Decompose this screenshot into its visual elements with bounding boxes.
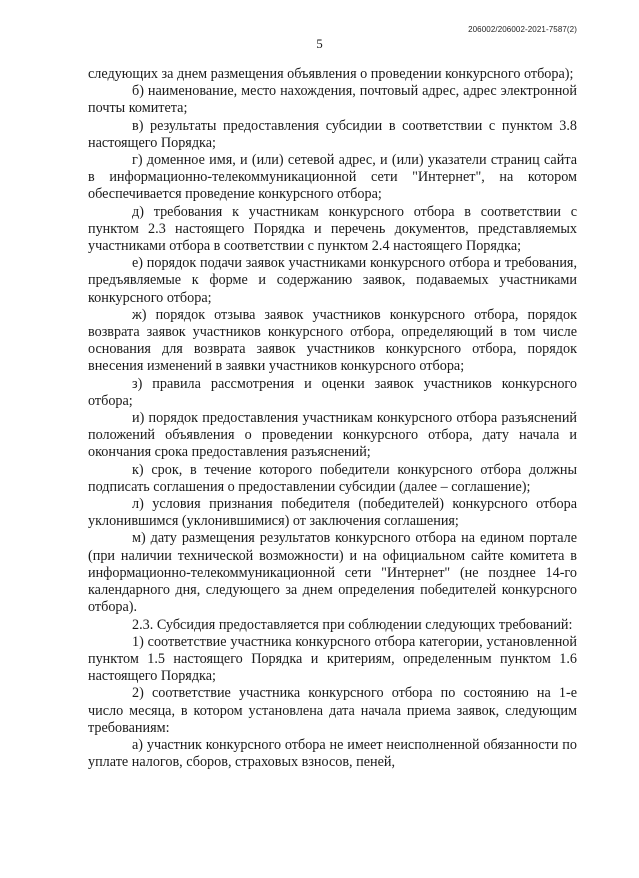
paragraph-item-i: и) порядок предоставления участникам конкурсного отбора разъяснений положений объявления о проведении конкурсного отбора, дату начала и окончания срока предоставления разъяснений;: [88, 410, 577, 461]
paragraph-item-m: м) дату размещения результатов конкурсного отбора на едином портале (при наличии технической возможности) и на официальном сайте комитета в информационно-телекоммуникационной сети "Интернет" (не позднее 14-го календарного дня, следующего за днем определения победителей конкурсного отбора).: [88, 530, 577, 616]
paragraph-item-l: л) условия признания победителя (победителей) конкурсного отбора уклонившимся (уклонившимися) от заключения соглашения;: [88, 496, 577, 530]
paragraph-item-k: к) срок, в течение которого победители конкурсного отбора должны подписать соглашения о предоставлении субсидии (далее – соглашение);: [88, 461, 577, 495]
paragraph-item-e: е) порядок подачи заявок участниками конкурсного отбора и требования, предъявляемые к форме и содержанию заявок, подаваемых участниками конкурсного отбора;: [88, 255, 577, 306]
document-id: 206002/206002-2021-7587(2): [468, 25, 577, 34]
requirement-1: 1) соответствие участника конкурсного отбора категории, установленной пунктом 1.5 настоящего Порядка и критериям, определенным пунктом 1.6 настоящего Порядка;: [88, 633, 577, 685]
requirement-2-a: а) участник конкурсного отбора не имеет неисполненной обязанности по уплате налогов, сборов, страховых взносов, пеней,: [88, 736, 577, 771]
paragraph-item-g: г) доменное имя, и (или) сетевой адрес, и (или) указатели страниц сайта в информационно-телекоммуникационной сети "Интернет", на котором обеспечивается проведение конкурсного отбора;: [88, 152, 577, 203]
paragraph-item-zh: ж) порядок отзыва заявок участников конкурсного отбора, порядок возврата заявок участников конкурсного отбора, определяющий в том числе основания для возврата заявок участников конкурсного отбора, порядок внесения изменений в заявки участников конкурсного отбора;: [88, 306, 577, 375]
section-2-3-heading: 2.3. Субсидия предоставляется при соблюдении следующих требований:: [132, 616, 573, 633]
paragraph-item-b: б) наименование, место нахождения, почтовый адрес, адрес электронной почты комитета;: [88, 83, 577, 117]
paragraph-item-d: д) требования к участникам конкурсного отбора в соответствии с пунктом 2.3 настоящего Порядка и перечень документов, представляемых участниками отбора в соответствии с пунктом 2.4 настоящего Порядка;: [88, 203, 577, 255]
paragraph-item-z: з) правила рассмотрения и оценки заявок участников конкурсного отбора;: [88, 375, 577, 409]
page-number: 5: [316, 36, 323, 51]
paragraph-item-v: в) результаты предоставления субсидии в соответствии с пунктом 3.8 настоящего Порядка;: [88, 117, 577, 151]
paragraph-continuation: следующих за днем размещения объявления о проведении конкурсного отбора);: [88, 66, 574, 82]
document-body: [88, 66, 577, 771]
requirement-2: 2) соответствие участника конкурсного отбора по состоянию на 1-е число месяца, в котором установлена дата начала приема заявок, следующим требованиям:: [88, 685, 577, 736]
